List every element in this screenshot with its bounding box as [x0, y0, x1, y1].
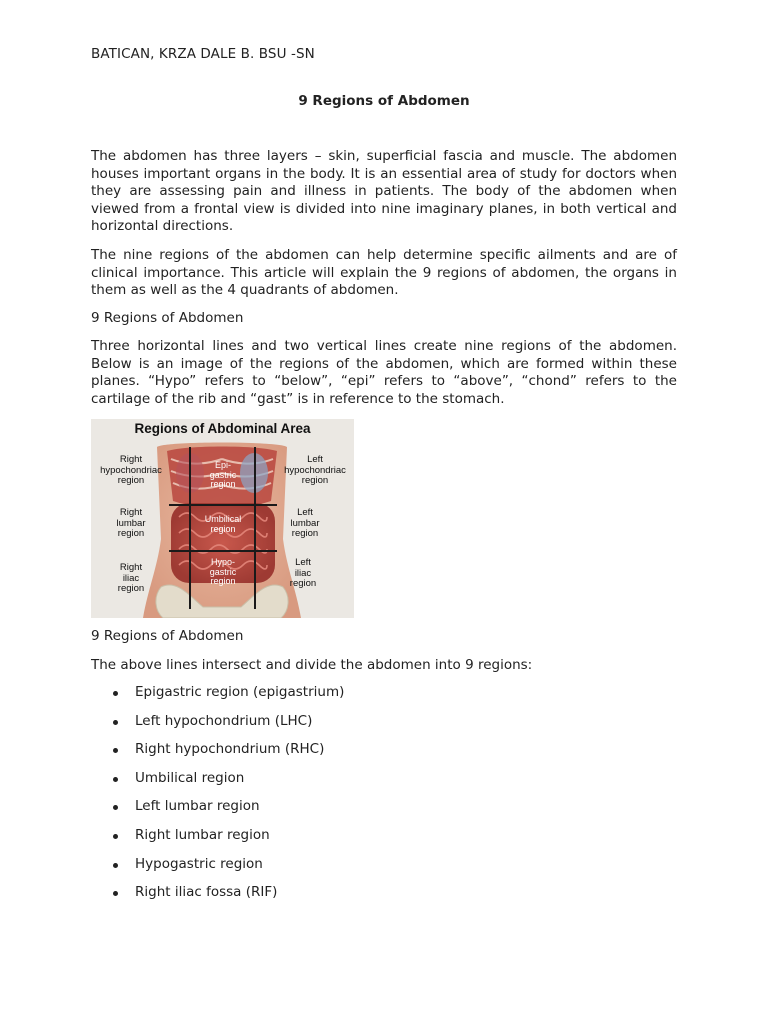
list-item: [91, 770, 344, 799]
list-item-text: Right iliac fossa (RIF): [135, 884, 278, 901]
left-iliac-label: Left iliac region: [289, 557, 317, 589]
list-item: [91, 856, 344, 885]
bullet-icon: [113, 891, 118, 896]
list-item-text: Right lumbar region: [135, 826, 270, 843]
document-title: 9 Regions of Abdomen: [298, 93, 470, 109]
list-item: [91, 684, 344, 713]
bullet-icon: [113, 720, 118, 725]
regions-list: [91, 684, 344, 913]
author-line: BATICAN, KRZA DALE B. BSU -SN: [91, 46, 315, 62]
list-item-text: Hypogastric region: [135, 855, 263, 872]
section-subheading: 9 Regions of Abdomen: [91, 310, 244, 326]
umbilical-label: Umbilical region: [204, 514, 242, 534]
list-item: [91, 827, 344, 856]
figure-title: Regions of Abdominal Area: [134, 421, 311, 436]
bullet-icon: [113, 691, 118, 696]
bullet-icon: [113, 777, 118, 782]
right-iliac-label: Right iliac region: [117, 562, 145, 594]
list-item-text: Umbilical region: [135, 769, 245, 786]
left-lumbar-label: Left lumbar region: [290, 507, 320, 539]
right-hypochondriac-label: Right hypochondriac region: [100, 454, 162, 486]
list-item: [91, 713, 344, 742]
list-item: [91, 884, 344, 913]
list-item-text: Right hypochondrium (RHC): [135, 741, 325, 758]
bullet-icon: [113, 834, 118, 839]
list-item-text: Left hypochondrium (LHC): [135, 712, 313, 729]
abdominal-regions-figure: [91, 419, 354, 618]
list-item-text: Epigastric region (epigastrium): [135, 684, 345, 700]
bullet-icon: [113, 805, 118, 810]
list-item: [91, 798, 344, 827]
left-hypochondriac-label: Left hypochondriac region: [284, 454, 346, 486]
bullet-icon: [113, 863, 118, 868]
right-lumbar-label: Right lumbar region: [116, 507, 146, 539]
clinical-importance-paragraph: The nine regions of the abdomen can help determine specific ailments and are of clinical importance. This article will explain the 9 regions of abdomen, the organs in them as well as the 4 quadrants of abdomen.: [91, 247, 677, 299]
intro-paragraph: The abdomen has three layers – skin, superficial fascia and muscle. The abdomen houses important organs in the body. It is an essential area of study for doctors when they are assessing pain and illness in patients. The body of the abdomen when viewed from a frontal view is divided into nine imaginary planes, in both vertical and horizontal directions.: [91, 148, 677, 235]
epigastric-label: Epi- gastric region: [209, 460, 237, 489]
list-item-text: Left lumbar region: [135, 798, 260, 815]
list-item: [91, 741, 344, 770]
figure-caption: 9 Regions of Abdomen: [91, 628, 244, 644]
bullet-icon: [113, 748, 118, 753]
list-intro-paragraph: The above lines intersect and divide the abdomen into 9 regions:: [91, 657, 533, 673]
planes-paragraph: Three horizontal lines and two vertical lines create nine regions of the abdomen. Below is an image of the regions of the abdomen, which are formed within these planes. “Hypo” refers to “below”, “epi” refers to “above”, “chond” refers to the cartilage of the rib and “gast” is in reference to the stomach.: [91, 338, 677, 407]
hypogastric-label: Hypo- gastric region: [209, 557, 237, 586]
